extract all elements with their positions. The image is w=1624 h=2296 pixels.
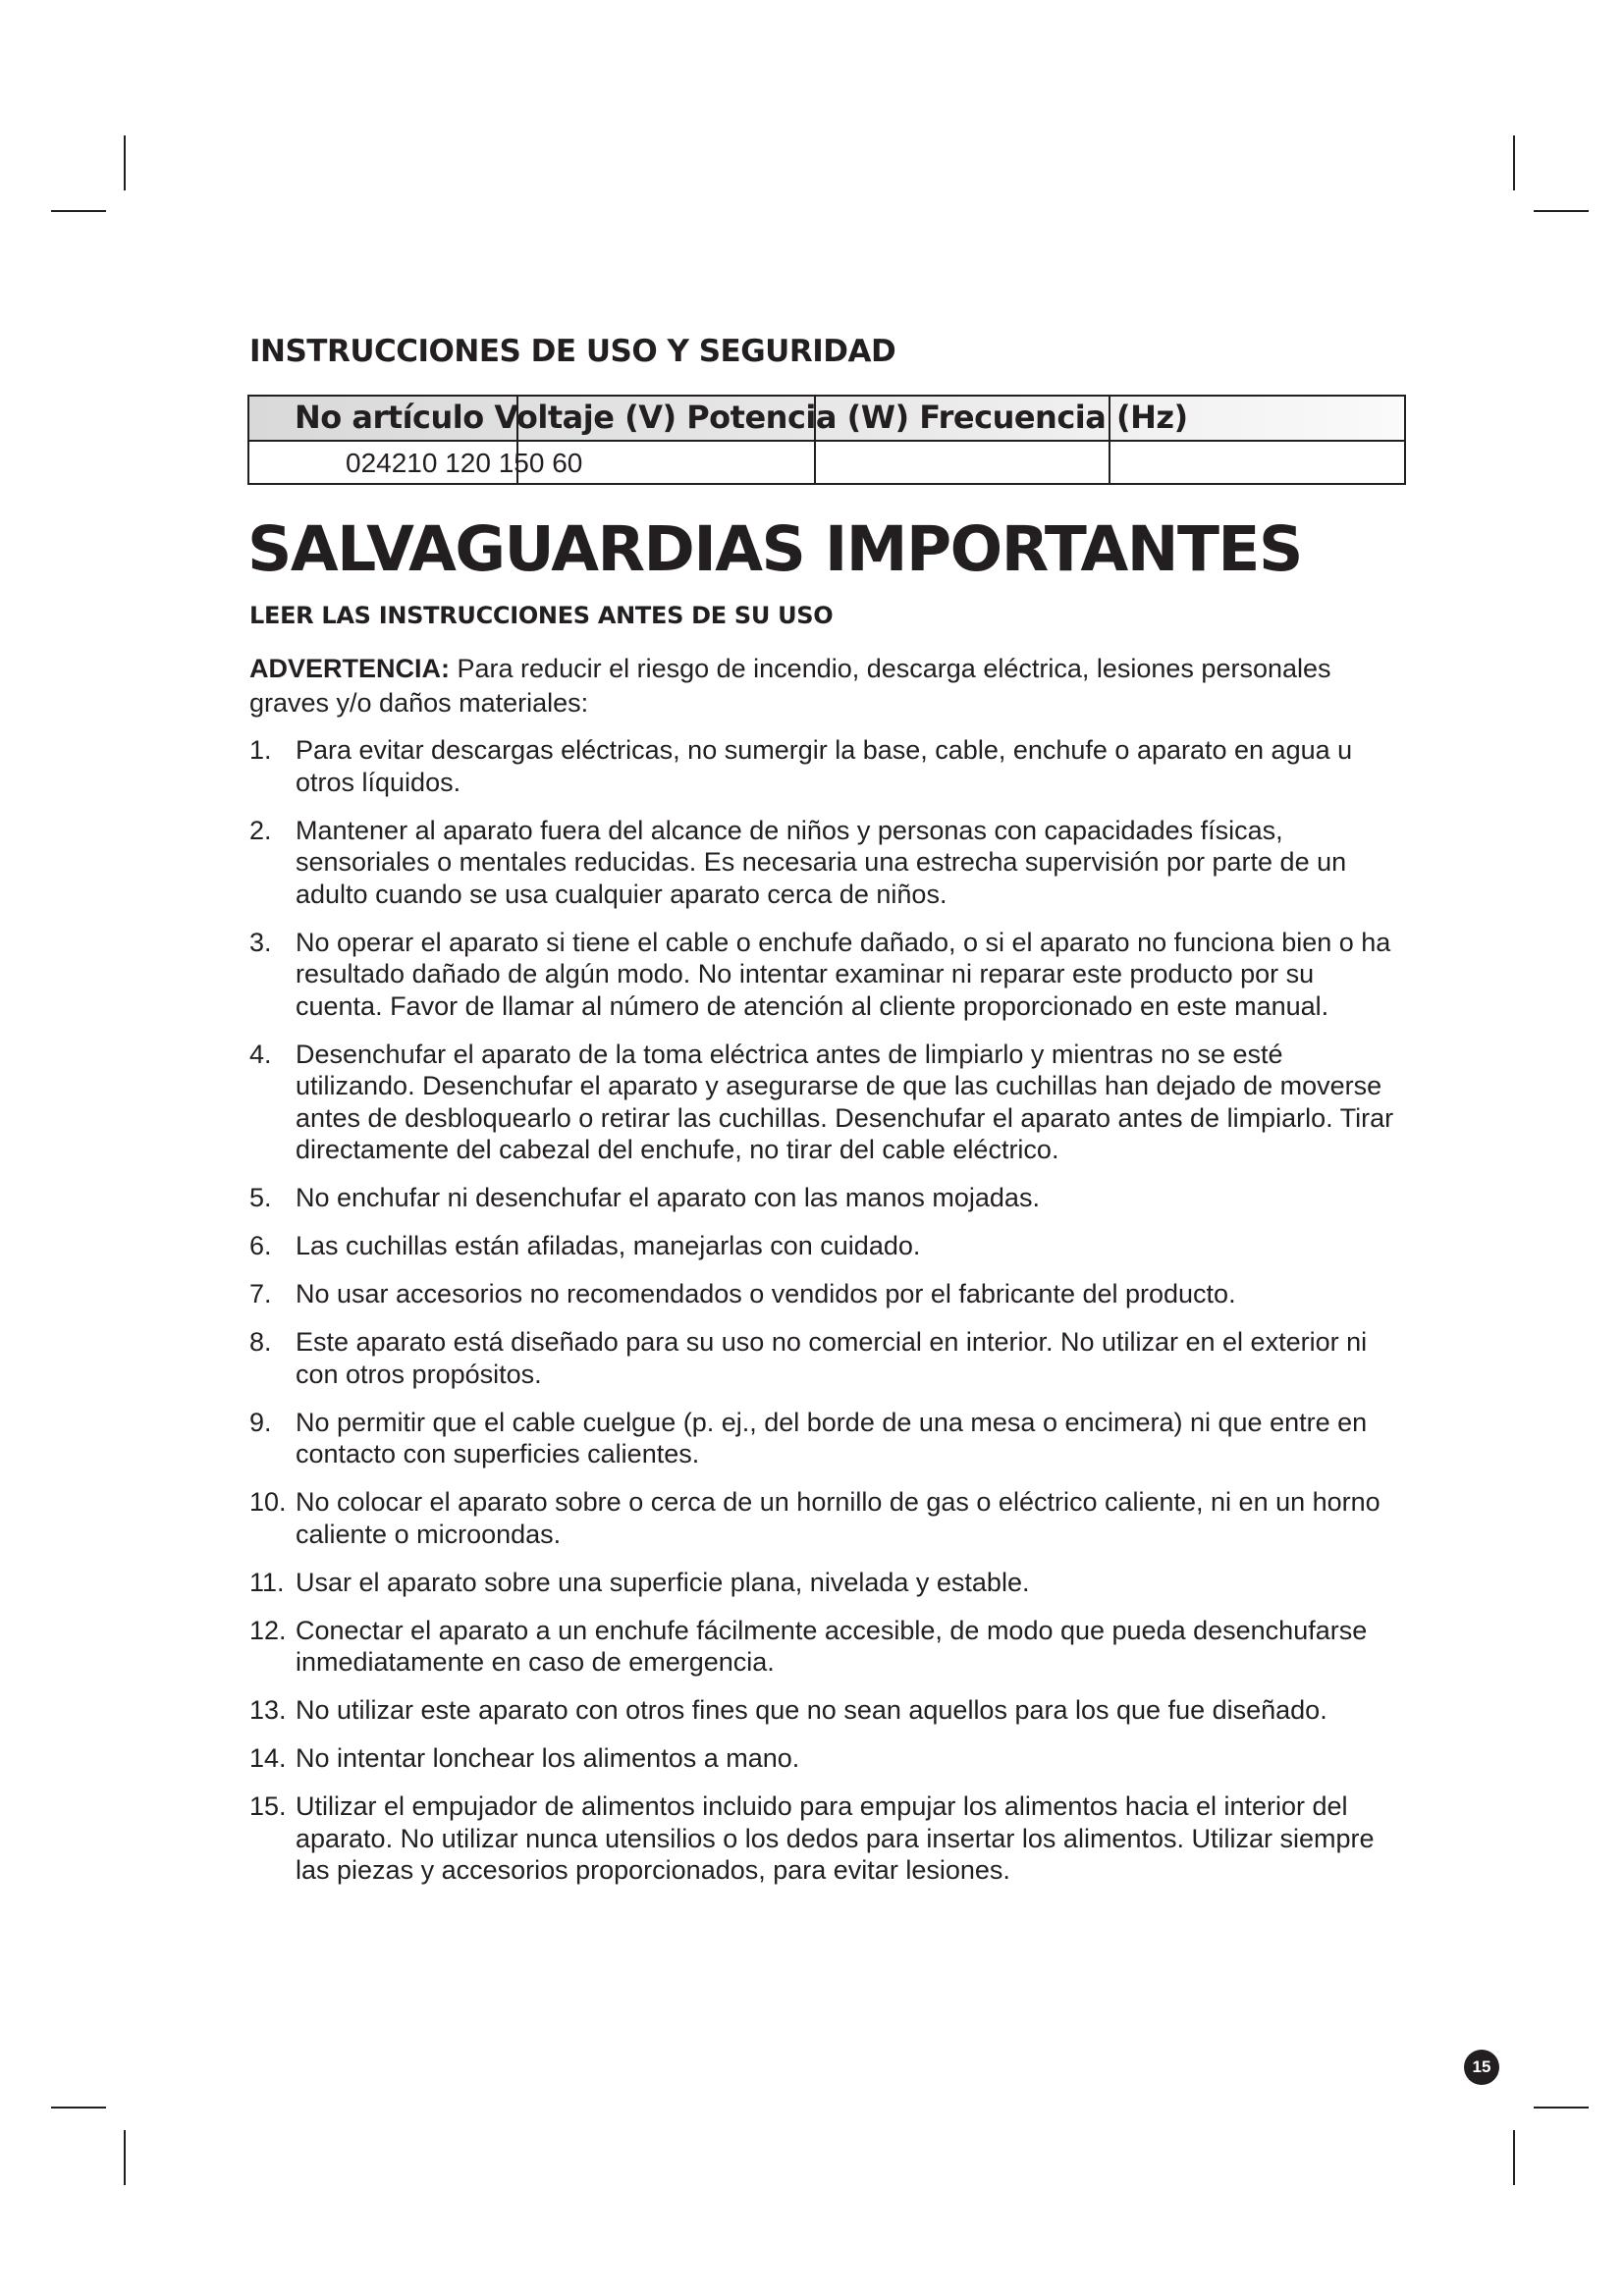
list-item-text: Este aparato está diseñado para su uso no comercial en interior. No utilizar en el exterior ni con otros propósitos. xyxy=(296,1327,1368,1389)
crop-mark-top-right-vertical xyxy=(1513,135,1515,190)
warning-text: Para reducir el riesgo de incendio, descarga eléctrica, lesiones personales graves y/o daños materiales: xyxy=(249,654,1331,718)
page-title: SALVAGUARDIAS IMPORTANTES xyxy=(247,513,1302,585)
crop-mark-bottom-left-vertical xyxy=(124,2130,126,2185)
crop-mark-top-left-horizontal xyxy=(51,210,106,212)
crop-mark-bottom-left-horizontal xyxy=(51,2107,106,2109)
list-item-number: 1. xyxy=(249,735,272,765)
list-item xyxy=(249,1182,1408,1214)
list-item-text: No permitir que el cable cuelgue (p. ej., del borde de una mesa o encimera) ni que entre en contacto con superficies calientes. xyxy=(296,1407,1368,1468)
list-item xyxy=(249,1039,1408,1166)
list-item xyxy=(249,1486,1408,1550)
list-item-text: Desenchufar el aparato de la toma eléctrica antes de limpiarlo y mientras no se esté utilizando. Desenchufar el aparato y asegurarse de que las cuchillas han dejado de moverse antes de desbloquearlo o retirar las cuchillas. Desenchufar el aparato antes de limpiarlo. Tirar directamente del cabezal del enchufe, no tirar del cable eléctrico. xyxy=(296,1039,1394,1164)
list-item-text: No enchufar ni desenchufar el aparato con las manos mojadas. xyxy=(296,1183,1040,1212)
list-item-number: 10. xyxy=(249,1487,287,1517)
list-item xyxy=(249,1615,1408,1679)
list-item-number: 2. xyxy=(249,815,272,845)
body xyxy=(249,652,1408,1902)
list-item-text: Usar el aparato sobre una superficie plana, nivelada y estable. xyxy=(296,1567,1030,1597)
list-item xyxy=(249,815,1408,911)
list-item xyxy=(249,1742,1408,1775)
list-item-number: 7. xyxy=(249,1279,272,1308)
list-item-number: 3. xyxy=(249,927,272,957)
list-item-number: 4. xyxy=(249,1039,272,1069)
list-item-text: No usar accesorios no recomendados o vendidos por el fabricante del producto. xyxy=(296,1279,1236,1308)
spec-table-value-text: 024210 120 150 60 xyxy=(346,448,583,478)
section-heading: INSTRUCCIONES DE USO Y SEGURIDAD xyxy=(249,334,896,369)
list-item-number: 9. xyxy=(249,1407,272,1437)
crop-mark-top-left-vertical xyxy=(124,135,126,190)
list-item-text: No utilizar este aparato con otros fines que no sean aquellos para los que fue diseñado. xyxy=(296,1695,1327,1725)
list-item-text: No operar el aparato si tiene el cable o enchufe dañado, o si el aparato no funciona bien o ha resultado dañado de algún modo. No intentar examinar ni reparar este producto por su cuenta. Favor de llamar al número de atención al cliente proporcionado en este manual. xyxy=(296,927,1391,1021)
list-item-number: 8. xyxy=(249,1327,272,1357)
list-item-number: 6. xyxy=(249,1231,272,1260)
list-item-number: 13. xyxy=(249,1695,287,1725)
list-item-text: Mantener al aparato fuera del alcance de niños y personas con capacidades físicas, sensoriales o mentales reducidas. Es necesaria una estrecha supervisión por parte de un adulto cuando se usa cualquier aparato cerca de niños. xyxy=(296,815,1347,909)
safeguard-list xyxy=(249,734,1408,1887)
page-number-badge: 15 xyxy=(1464,2050,1499,2085)
list-item xyxy=(249,927,1408,1023)
list-item xyxy=(249,1694,1408,1727)
crop-mark-bottom-right-horizontal xyxy=(1534,2107,1589,2109)
list-item-text: No intentar lonchear los alimentos a mano. xyxy=(296,1743,800,1773)
warning-label: ADVERTENCIA: xyxy=(249,654,451,683)
list-item-text: Para evitar descargas eléctricas, no sumergir la base, cable, enchufe o aparato en agua u otros líquidos. xyxy=(296,735,1353,797)
list-item xyxy=(249,1326,1408,1390)
list-item xyxy=(249,1230,1408,1262)
list-item-number: 14. xyxy=(249,1743,287,1773)
subheading: LEER LAS INSTRUCCIONES ANTES DE SU USO xyxy=(249,602,834,629)
list-item xyxy=(249,1278,1408,1310)
warning-paragraph xyxy=(249,652,1408,721)
list-item-number: 11. xyxy=(249,1567,285,1597)
list-item-number: 12. xyxy=(249,1615,287,1645)
header-block xyxy=(249,332,1408,371)
list-item-text: Las cuchillas están afiladas, manejarlas con cuidado. xyxy=(296,1231,921,1260)
list-item xyxy=(249,1567,1408,1599)
list-item-text: No colocar el aparato sobre o cerca de un hornillo de gas o eléctrico caliente, ni en un horno caliente o microondas. xyxy=(296,1487,1380,1549)
spec-table-header-text: No artículo Voltaje (V) Potencia (W) Frecuencia (Hz) xyxy=(295,399,1188,436)
list-item-number: 15. xyxy=(249,1791,287,1821)
crop-mark-bottom-right-vertical xyxy=(1513,2130,1515,2185)
spec-table xyxy=(247,395,1406,483)
list-item-text: Utilizar el empujador de alimentos incluido para empujar los alimentos hacia el interior del aparato. No utilizar nunca utensilios o los dedos para insertar los alimentos. Utilizar siempre las piezas y accesorios proporcionados, para evitar lesiones. xyxy=(296,1791,1375,1885)
crop-mark-top-right-horizontal xyxy=(1534,210,1589,212)
list-item xyxy=(249,734,1408,798)
list-item-text: Conectar el aparato a un enchufe fácilmente accesible, de modo que pueda desenchufarse inmediatamente en caso de emergencia. xyxy=(296,1615,1368,1677)
list-item xyxy=(249,1790,1408,1887)
list-item xyxy=(249,1407,1408,1470)
list-item-number: 5. xyxy=(249,1183,272,1212)
